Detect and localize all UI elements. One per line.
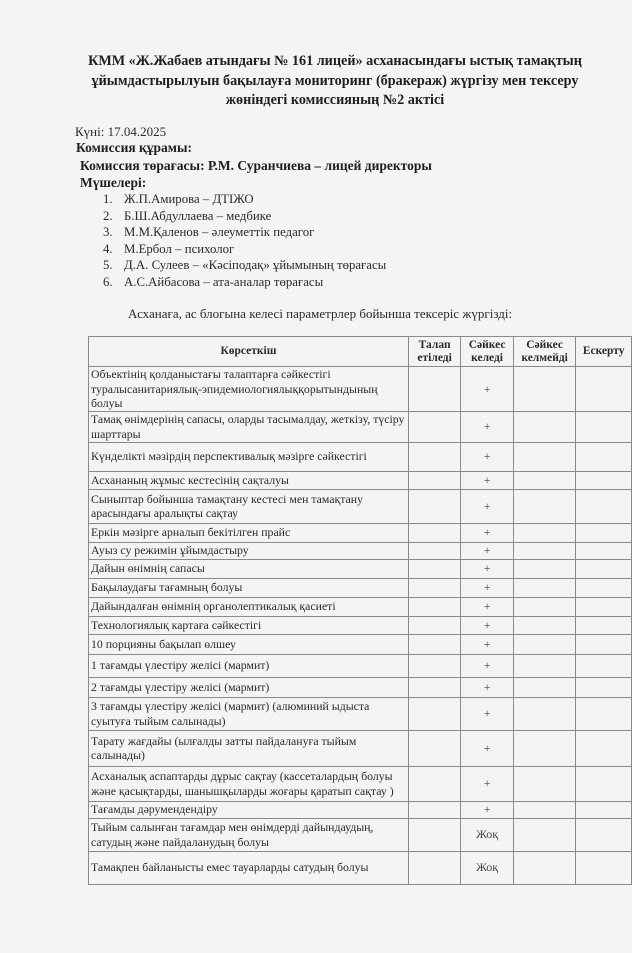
- note-cell: [576, 411, 632, 442]
- required-cell: [408, 442, 460, 471]
- noncompliant-cell: [513, 471, 576, 489]
- member-number: 1.: [103, 192, 113, 206]
- required-cell: [408, 730, 460, 766]
- member-number: 2.: [103, 208, 113, 223]
- required-cell: [408, 818, 460, 851]
- noncompliant-cell: [513, 411, 576, 442]
- table-row: [89, 542, 632, 559]
- noncompliant-cell: [513, 697, 576, 730]
- note-cell: [576, 616, 632, 634]
- required-cell: [408, 542, 460, 559]
- compliant-cell: +: [461, 697, 514, 730]
- commission-chair: Комиссия төрағасы: Р.М. Суранчиева – лицей директоры: [80, 158, 432, 173]
- noncompliant-cell: [513, 766, 576, 801]
- table-row: [89, 730, 632, 766]
- compliant-cell: +: [461, 489, 514, 523]
- compliant-cell: Жоқ: [461, 818, 514, 851]
- required-cell: [408, 578, 460, 597]
- compliant-cell: +: [461, 766, 514, 801]
- inspection-intro: Асханаға, ас блогына келесі параметрлер бойынша тексеріс жүргізді:: [128, 306, 513, 321]
- member-text: Ж.П.Амирова – ДТІЖО: [124, 192, 254, 206]
- note-cell: [576, 367, 632, 412]
- table-row: [89, 578, 632, 597]
- required-cell: [408, 367, 460, 412]
- member-item: [103, 224, 386, 241]
- table-body: [89, 367, 632, 885]
- required-cell: [408, 851, 460, 884]
- noncompliant-cell: [513, 851, 576, 884]
- member-text: Б.Ш.Абдуллаева – медбике: [124, 208, 272, 223]
- compliant-cell: +: [461, 367, 514, 412]
- compliant-cell: +: [461, 471, 514, 489]
- indicator-cell: Сыныптар бойынша тамақтану кестесі мен тамақтану арасындағы аралықты сақтау: [89, 489, 409, 523]
- note-cell: [576, 697, 632, 730]
- indicator-cell: Объектінің қолданыстағы талаптарға сәйкестігі туралысанитариялық-эпидемиологиялыққорытындының болуы: [89, 367, 409, 412]
- required-cell: [408, 697, 460, 730]
- table-row: [89, 411, 632, 442]
- compliant-cell: +: [461, 801, 514, 818]
- member-item: [103, 274, 386, 291]
- header-required: Талап етіледі: [408, 337, 460, 367]
- table-row: [89, 597, 632, 616]
- members-label: Мүшелері:: [80, 175, 147, 190]
- header-noncompliant: Сәйкес келмейді: [513, 337, 576, 367]
- note-cell: [576, 851, 632, 884]
- member-text: Д.А. Сулеев – «Кәсіподақ» ұйымының төрағасы: [124, 258, 387, 273]
- member-number: 3.: [103, 225, 113, 240]
- required-cell: [408, 471, 460, 489]
- compliant-cell: +: [461, 677, 514, 697]
- note-cell: [576, 559, 632, 578]
- inspection-table: [88, 336, 632, 885]
- indicator-cell: Дайындалған өнімнің органолептикалық қасиеті: [89, 597, 409, 616]
- header-note: Ескерту: [576, 337, 632, 367]
- noncompliant-cell: [513, 559, 576, 578]
- indicator-cell: Тыйым салынған тағамдар мен өнімдерді дайындаудың, сатудың және пайдаланудың болуы: [89, 818, 409, 851]
- commission-label: Комиссия құрамы:: [76, 140, 193, 155]
- note-cell: [576, 578, 632, 597]
- indicator-cell: Технологиялық картаға сәйкестігі: [89, 616, 409, 634]
- noncompliant-cell: [513, 597, 576, 616]
- compliant-cell: +: [461, 730, 514, 766]
- required-cell: [408, 654, 460, 677]
- compliant-cell: +: [461, 578, 514, 597]
- required-cell: [408, 801, 460, 818]
- note-cell: [576, 597, 632, 616]
- indicator-cell: Дайын өнімнің сапасы: [89, 559, 409, 578]
- compliant-cell: +: [461, 616, 514, 634]
- member-item: [103, 257, 386, 274]
- member-number: 5.: [103, 258, 113, 273]
- note-cell: [576, 818, 632, 851]
- indicator-cell: Тағамды дәрумендендіру: [89, 801, 409, 818]
- required-cell: [408, 597, 460, 616]
- note-cell: [576, 766, 632, 801]
- members-list: [103, 191, 386, 291]
- indicator-cell: Асхананың жұмыс кестесінің сақталуы: [89, 471, 409, 489]
- required-cell: [408, 616, 460, 634]
- member-item: [103, 208, 386, 225]
- compliant-cell: +: [461, 654, 514, 677]
- title-line: жөніндегі комиссияның №2 актісі: [225, 92, 445, 108]
- table-row: [89, 818, 632, 851]
- member-text: М.М.Қаленов – әлеуметтік педагог: [124, 225, 315, 240]
- table-row: [89, 801, 632, 818]
- table-row: [89, 523, 632, 542]
- header-indicator: Көрсеткіш: [89, 337, 409, 367]
- noncompliant-cell: [513, 730, 576, 766]
- table-row: [89, 489, 632, 523]
- table-row: [89, 471, 632, 489]
- note-cell: [576, 730, 632, 766]
- table-row: [89, 616, 632, 634]
- title-line: КММ «Ж.Жабаев атындағы № 161 лицей» асханасындағы ыстық тамақтың: [88, 53, 582, 69]
- indicator-cell: Бақылаудағы тағамның болуы: [89, 578, 409, 597]
- table-row: [89, 634, 632, 654]
- noncompliant-cell: [513, 616, 576, 634]
- noncompliant-cell: [513, 654, 576, 677]
- compliant-cell: +: [461, 542, 514, 559]
- compliant-cell: +: [461, 597, 514, 616]
- indicator-cell: Күнделікті мәзірдің перспективалық мәзірге сәйкестігі: [89, 442, 409, 471]
- note-cell: [576, 442, 632, 471]
- table-row: [89, 697, 632, 730]
- compliant-cell: +: [461, 559, 514, 578]
- note-cell: [576, 523, 632, 542]
- indicator-cell: Тарату жағдайы (ылғалды затты пайдалануға тыйым салынады): [89, 730, 409, 766]
- required-cell: [408, 489, 460, 523]
- note-cell: [576, 471, 632, 489]
- noncompliant-cell: [513, 818, 576, 851]
- noncompliant-cell: [513, 542, 576, 559]
- note-cell: [576, 654, 632, 677]
- member-number: 6.: [103, 274, 113, 289]
- required-cell: [408, 677, 460, 697]
- indicator-cell: Ауыз су режимін ұйымдастыру: [89, 542, 409, 559]
- noncompliant-cell: [513, 523, 576, 542]
- compliant-cell: Жоқ: [461, 851, 514, 884]
- indicator-cell: 10 порцияны бақылап өлшеу: [89, 634, 409, 654]
- table-row: [89, 367, 632, 412]
- required-cell: [408, 411, 460, 442]
- table-row: [89, 766, 632, 801]
- note-cell: [576, 542, 632, 559]
- header-compliant: Сәйкес келеді: [461, 337, 514, 367]
- indicator-cell: 3 тағамды үлестіру желісі (мармит) (алюминий ыдыста суытуға тыйым салынады): [89, 697, 409, 730]
- note-cell: [576, 634, 632, 654]
- member-item: [103, 191, 386, 208]
- member-text: М.Ербол – психолог: [124, 241, 235, 256]
- noncompliant-cell: [513, 578, 576, 597]
- table-header-row: [89, 337, 632, 367]
- table-row: [89, 654, 632, 677]
- note-cell: [576, 801, 632, 818]
- compliant-cell: +: [461, 523, 514, 542]
- noncompliant-cell: [513, 801, 576, 818]
- indicator-cell: Тамақ өнімдерінің сапасы, оларды тасымалдау, жеткізу, түсіру шарттары: [89, 411, 409, 442]
- noncompliant-cell: [513, 489, 576, 523]
- required-cell: [408, 559, 460, 578]
- indicator-cell: 2 тағамды үлестіру желісі (мармит): [89, 677, 409, 697]
- title-line: ұйымдастырылуын бақылауға мониторинг (бракераж) жүргізу мен тексеру: [91, 72, 579, 89]
- noncompliant-cell: [513, 367, 576, 412]
- note-cell: [576, 489, 632, 523]
- member-number: 4.: [103, 241, 113, 256]
- noncompliant-cell: [513, 634, 576, 654]
- indicator-cell: Тамақпен байланысты емес тауарларды сатудың болуы: [89, 851, 409, 884]
- document-title: [70, 52, 600, 111]
- required-cell: [408, 766, 460, 801]
- table-row: [89, 559, 632, 578]
- required-cell: [408, 523, 460, 542]
- table-row: [89, 677, 632, 697]
- indicator-cell: Асханалық аспаптарды дұрыс сақтау (кассеталардың болуы және қасықтарды, шанышқыларды жоғары қаратып сақтау ): [89, 766, 409, 801]
- noncompliant-cell: [513, 677, 576, 697]
- noncompliant-cell: [513, 442, 576, 471]
- indicator-cell: 1 тағамды үлестіру желісі (мармит): [89, 654, 409, 677]
- table-row: [89, 851, 632, 884]
- compliant-cell: +: [461, 411, 514, 442]
- act-date: Күні: 17.04.2025: [75, 124, 167, 139]
- indicator-cell: Еркін мәзірге арналып бекітілген прайс: [89, 523, 409, 542]
- note-cell: [576, 677, 632, 697]
- member-text: А.С.Айбасова – ата-аналар төрағасы: [124, 274, 324, 289]
- table-row: [89, 442, 632, 471]
- required-cell: [408, 634, 460, 654]
- compliant-cell: +: [461, 442, 514, 471]
- member-item: [103, 241, 386, 258]
- compliant-cell: +: [461, 634, 514, 654]
